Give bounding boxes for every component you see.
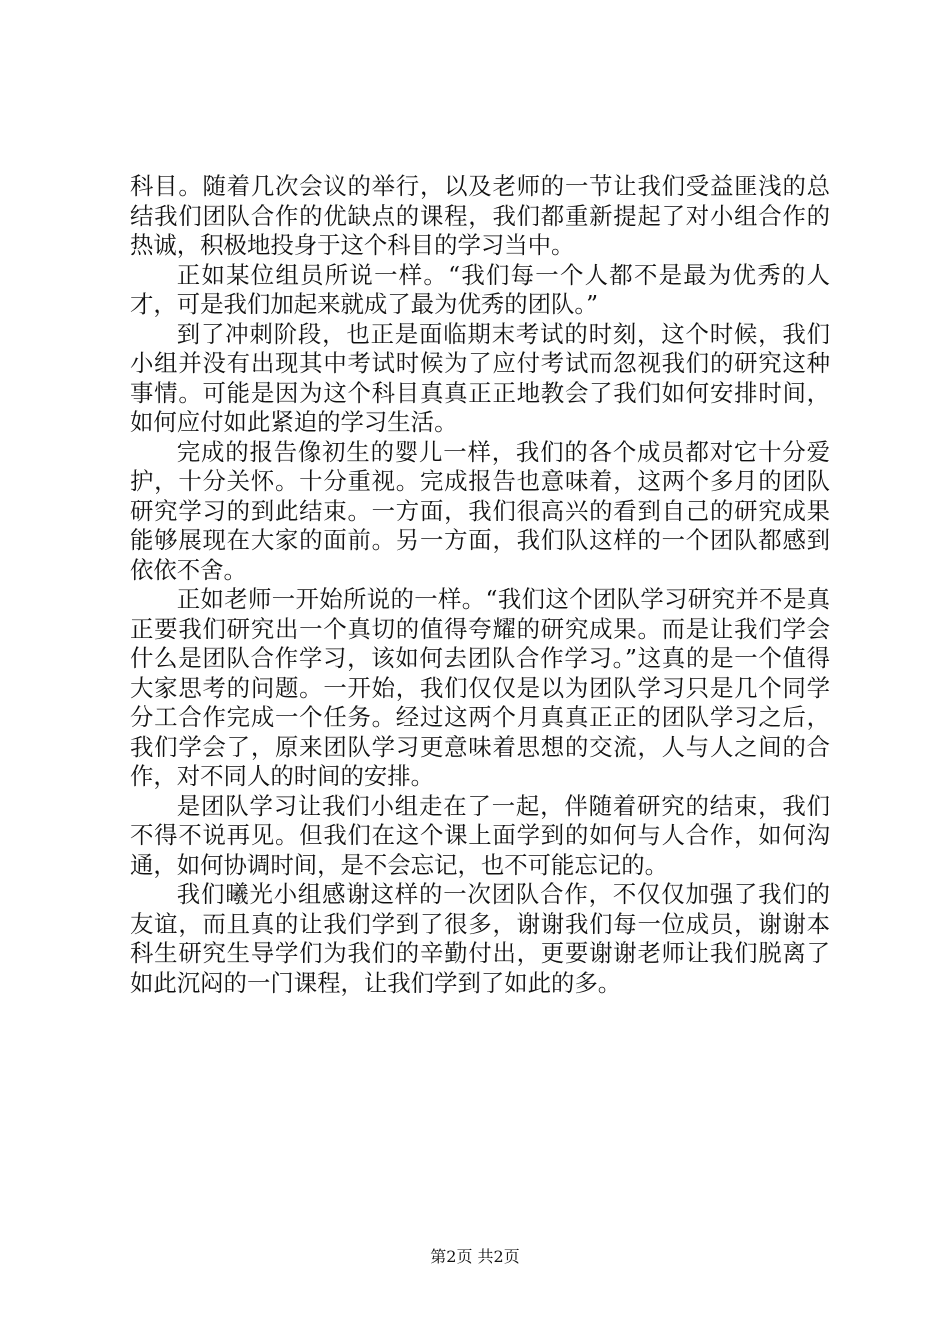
document-body <box>130 172 830 998</box>
paragraph-7: 我们曦光小组感谢这样的一次团队合作，不仅仅加强了我们的友谊，而且真的让我们学到了很多，谢谢我们每一位成员，谢谢本科生研究生导学们为我们的辛勤付出，更要谢谢老师让我们脱离了如此沉闷的一门课程，让我们学到了如此的多。 <box>130 880 830 997</box>
paragraph-1: 科目。随着几次会议的举行，以及老师的一节让我们受益匪浅的总结我们团队合作的优缺点的课程，我们都重新提起了对小组合作的热诚，积极地投身于这个科目的学习当中。 <box>130 172 830 259</box>
paragraph-3: 到了冲刺阶段，也正是面临期末考试的时刻，这个时候，我们小组并没有出现其中考试时候为了应付考试而忽视我们的研究这种事情。可能是因为这个科目真真正正地教会了我们如何安排时间，如何应付如此紧迫的学习生活。 <box>130 319 830 436</box>
paragraph-5: 正如老师一开始所说的一样。“我们这个团队学习研究并不是真正要我们研究出一个真切的值得夸耀的研究成果。而是让我们学会什么是团队合作学习，该如何去团队合作学习。”这真的是一个值得大家思考的问题。一开始，我们仅仅是以为团队学习只是几个同学分工合作完成一个任务。经过这两个月真真正正的团队学习之后，我们学会了，原来团队学习更意味着思想的交流，人与人之间的合作，对不同人的时间的安排。 <box>130 585 830 790</box>
paragraph-6: 是团队学习让我们小组走在了一起，伴随着研究的结束，我们不得不说再见。但我们在这个课上面学到的如何与人合作，如何沟通，如何协调时间，是不会忘记，也不可能忘记的。 <box>130 791 830 879</box>
paragraph-2: 正如某位组员所说一样。“我们每一个人都不是最为优秀的人才，可是我们加起来就成了最为优秀的团队。” <box>130 260 830 318</box>
page-number-footer: 第2页 共2页 <box>430 1247 520 1266</box>
paragraph-4: 完成的报告像初生的婴儿一样，我们的各个成员都对它十分爱护，十分关怀。十分重视。完成报告也意味着，这两个多月的团队研究学习的到此结束。一方面，我们很高兴的看到自己的研究成果能够展现在大家的面前。另一方面，我们队这样的一个团队都感到依依不舍。 <box>130 437 830 584</box>
